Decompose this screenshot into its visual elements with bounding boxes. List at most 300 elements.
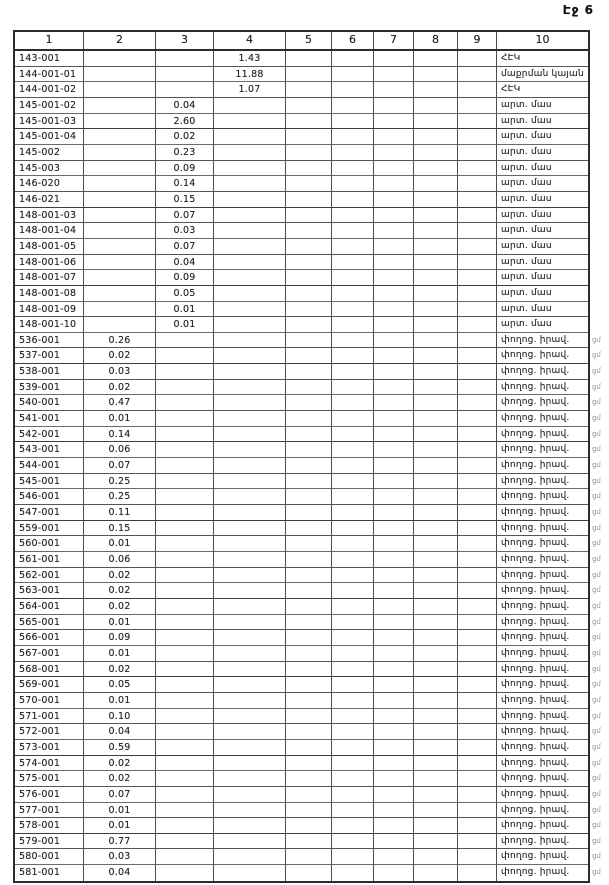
cell-col2 — [84, 176, 156, 192]
cell-col4: 1.07 — [214, 82, 286, 98]
cell-col8 — [414, 427, 458, 443]
cell-col2: 0.01 — [84, 411, 156, 427]
cell-col5 — [286, 818, 332, 834]
table-row — [15, 114, 588, 130]
cell-col4 — [214, 333, 286, 349]
cell-col10: փողոց. իրավ. — [497, 395, 588, 411]
cell-col8 — [414, 333, 458, 349]
cell-col10: արտ. մաս — [497, 161, 588, 177]
cell-code: 546-001 — [15, 489, 84, 505]
cell-col2: 0.47 — [84, 395, 156, 411]
cell-col3: 0.09 — [156, 270, 214, 286]
cell-col6 — [332, 599, 374, 615]
cell-col5 — [286, 411, 332, 427]
table-row — [15, 302, 588, 318]
cell-col8 — [414, 709, 458, 725]
cell-col4 — [214, 286, 286, 302]
cell-col2: 0.59 — [84, 740, 156, 756]
cell-col7 — [374, 67, 414, 83]
cell-col5 — [286, 724, 332, 740]
cell-col2: 0.07 — [84, 458, 156, 474]
cell-col2: 0.26 — [84, 333, 156, 349]
cell-col9 — [458, 489, 497, 505]
cell-col5 — [286, 161, 332, 177]
cell-col3 — [156, 646, 214, 662]
cell-col9 — [458, 348, 497, 364]
cell-code: 148-001-06 — [15, 255, 84, 271]
cell-col3 — [156, 568, 214, 584]
cell-col9 — [458, 583, 497, 599]
cell-col7 — [374, 756, 414, 772]
margin-note: ցմ — [592, 852, 601, 861]
cell-col7 — [374, 364, 414, 380]
cell-col6 — [332, 302, 374, 318]
cell-code: 566-001 — [15, 630, 84, 646]
cell-col6 — [332, 427, 374, 443]
margin-note: ցմ — [592, 335, 601, 344]
cell-col5 — [286, 270, 332, 286]
cell-col4 — [214, 161, 286, 177]
cell-col9 — [458, 474, 497, 490]
cell-col8 — [414, 552, 458, 568]
cell-col4 — [214, 302, 286, 318]
cell-col4 — [214, 646, 286, 662]
cell-col9 — [458, 98, 497, 114]
table-row — [15, 348, 601, 364]
table-row — [15, 192, 588, 208]
cell-col10: արտ. մաս — [497, 176, 588, 192]
cell-col5 — [286, 630, 332, 646]
cell-col6 — [332, 521, 374, 537]
cell-col9 — [458, 317, 497, 333]
cell-col3 — [156, 458, 214, 474]
cell-col10: փողոց. իրավ. — [497, 677, 588, 693]
cell-col8 — [414, 630, 458, 646]
cell-col2 — [84, 302, 156, 318]
margin-note: ցմ — [592, 398, 601, 407]
margin-note: ցմ — [592, 758, 601, 767]
cell-col3 — [156, 724, 214, 740]
cell-col8 — [414, 787, 458, 803]
header-cell: 2 — [84, 32, 156, 49]
cell-col7 — [374, 709, 414, 725]
cell-col8 — [414, 568, 458, 584]
cell-col8 — [414, 223, 458, 239]
cell-col9 — [458, 709, 497, 725]
cell-col2: 0.01 — [84, 646, 156, 662]
cell-col8 — [414, 771, 458, 787]
cell-col7 — [374, 286, 414, 302]
table-row — [15, 740, 601, 756]
cell-col4 — [214, 552, 286, 568]
cell-col4 — [214, 740, 286, 756]
table-row — [15, 803, 601, 819]
cell-col3 — [156, 333, 214, 349]
cell-col4 — [214, 348, 286, 364]
cell-col9 — [458, 646, 497, 662]
cell-code: 545-001 — [15, 474, 84, 490]
cell-col2: 0.06 — [84, 552, 156, 568]
cell-col9 — [458, 787, 497, 803]
cell-col3 — [156, 865, 214, 881]
table-row — [15, 51, 588, 67]
margin-note: ցմ — [592, 523, 601, 532]
cell-col7 — [374, 771, 414, 787]
cell-col7 — [374, 662, 414, 678]
cell-col4 — [214, 208, 286, 224]
cell-col5 — [286, 615, 332, 631]
header-cell: 8 — [414, 32, 458, 49]
cell-col4 — [214, 818, 286, 834]
cell-col2: 0.02 — [84, 756, 156, 772]
cell-col10: ՀԷԿ — [497, 82, 588, 98]
cell-col4 — [214, 255, 286, 271]
cell-code: 563-001 — [15, 583, 84, 599]
cell-code: 144-001-02 — [15, 82, 84, 98]
cell-col5 — [286, 740, 332, 756]
table-row — [15, 536, 601, 552]
cell-col7 — [374, 114, 414, 130]
cell-col10: փողոց. իրավ. — [497, 803, 588, 819]
cell-col6 — [332, 380, 374, 396]
cell-col7 — [374, 630, 414, 646]
cell-col7 — [374, 161, 414, 177]
cell-col6 — [332, 192, 374, 208]
cell-code: 148-001-09 — [15, 302, 84, 318]
cell-col3 — [156, 552, 214, 568]
cell-col8 — [414, 145, 458, 161]
cell-col5 — [286, 521, 332, 537]
table-row — [15, 270, 588, 286]
cell-col6 — [332, 552, 374, 568]
cell-col7 — [374, 536, 414, 552]
cell-col2: 0.04 — [84, 865, 156, 881]
cell-col9 — [458, 771, 497, 787]
cell-col7 — [374, 803, 414, 819]
cell-col9 — [458, 161, 497, 177]
cell-col6 — [332, 255, 374, 271]
cell-col6 — [332, 568, 374, 584]
cell-col10: արտ. մաս — [497, 239, 588, 255]
cell-col3: 0.05 — [156, 286, 214, 302]
cell-col5 — [286, 223, 332, 239]
cell-col3: 0.15 — [156, 192, 214, 208]
cell-col5 — [286, 176, 332, 192]
cell-code: 539-001 — [15, 380, 84, 396]
cell-col4 — [214, 834, 286, 850]
cell-col4 — [214, 521, 286, 537]
cell-col3 — [156, 427, 214, 443]
cell-col10: փողոց. իրավ. — [497, 630, 588, 646]
cell-col8 — [414, 489, 458, 505]
cell-col6 — [332, 740, 374, 756]
cell-col6 — [332, 677, 374, 693]
cell-col3 — [156, 536, 214, 552]
cell-col10: արտ. մաս — [497, 286, 588, 302]
cell-col6 — [332, 129, 374, 145]
cell-code: 577-001 — [15, 803, 84, 819]
cell-col5 — [286, 98, 332, 114]
margin-note: ցմ — [592, 711, 601, 720]
table-row — [15, 568, 601, 584]
cell-col2 — [84, 208, 156, 224]
cell-col2: 0.06 — [84, 442, 156, 458]
table-row — [15, 552, 601, 568]
cell-col6 — [332, 364, 374, 380]
cell-col5 — [286, 787, 332, 803]
cell-col9 — [458, 255, 497, 271]
cell-col4 — [214, 176, 286, 192]
cell-col10: փողոց. իրավ. — [497, 474, 588, 490]
margin-note: ցմ — [592, 492, 601, 501]
cell-col6 — [332, 630, 374, 646]
cell-col6 — [332, 348, 374, 364]
cell-col10: փողոց. իրավ. — [497, 646, 588, 662]
header-cell: 9 — [458, 32, 497, 49]
cell-col8 — [414, 114, 458, 130]
cell-col9 — [458, 599, 497, 615]
cell-code: 541-001 — [15, 411, 84, 427]
cell-code: 573-001 — [15, 740, 84, 756]
cell-code: 145-003 — [15, 161, 84, 177]
cell-col5 — [286, 348, 332, 364]
cell-col5 — [286, 427, 332, 443]
table-row — [15, 583, 601, 599]
cell-col10: փողոց. իրավ. — [497, 756, 588, 772]
cell-col8 — [414, 239, 458, 255]
cell-col6 — [332, 646, 374, 662]
cell-code: 146-021 — [15, 192, 84, 208]
cell-col9 — [458, 411, 497, 427]
cell-col8 — [414, 818, 458, 834]
cell-col7 — [374, 724, 414, 740]
margin-note: ցմ — [592, 382, 601, 391]
page-number-label: Էջ 6 — [562, 3, 594, 17]
cell-col9 — [458, 677, 497, 693]
cell-col2: 0.01 — [84, 615, 156, 631]
table-row — [15, 176, 588, 192]
cell-col3: 0.09 — [156, 161, 214, 177]
cell-col9 — [458, 630, 497, 646]
margin-note: ցմ — [592, 367, 601, 376]
cell-col6 — [332, 270, 374, 286]
cell-col3: 0.03 — [156, 223, 214, 239]
cell-col3: 0.01 — [156, 317, 214, 333]
cell-col7 — [374, 192, 414, 208]
cell-code: 569-001 — [15, 677, 84, 693]
cell-col2: 0.02 — [84, 771, 156, 787]
table-row — [15, 615, 601, 631]
cell-col9 — [458, 834, 497, 850]
table-row — [15, 442, 601, 458]
margin-note: ցմ — [592, 868, 601, 877]
cell-col8 — [414, 536, 458, 552]
table-row — [15, 521, 601, 537]
cell-col2: 0.01 — [84, 536, 156, 552]
cell-col8 — [414, 677, 458, 693]
cell-col6 — [332, 849, 374, 865]
margin-note: ցմ — [592, 727, 601, 736]
cell-col9 — [458, 51, 497, 67]
cell-col10: փողոց. իրավ. — [497, 818, 588, 834]
cell-col9 — [458, 427, 497, 443]
cell-col5 — [286, 442, 332, 458]
cell-col7 — [374, 552, 414, 568]
cell-col7 — [374, 693, 414, 709]
cell-col8 — [414, 615, 458, 631]
cell-col3 — [156, 834, 214, 850]
cell-code: 146-020 — [15, 176, 84, 192]
cell-col9 — [458, 395, 497, 411]
cell-col10: արտ. մաս — [497, 270, 588, 286]
table-body — [15, 51, 601, 881]
cell-code: 581-001 — [15, 865, 84, 881]
cell-col8 — [414, 380, 458, 396]
cell-col9 — [458, 552, 497, 568]
cell-col8 — [414, 208, 458, 224]
cell-col4 — [214, 583, 286, 599]
cell-col7 — [374, 51, 414, 67]
cell-col6 — [332, 474, 374, 490]
cell-col6 — [332, 803, 374, 819]
cell-col7 — [374, 411, 414, 427]
cell-col9 — [458, 521, 497, 537]
cell-col6 — [332, 489, 374, 505]
cell-col3: 0.04 — [156, 255, 214, 271]
cell-col10: արտ. մաս — [497, 223, 588, 239]
cell-col10: արտ. մաս — [497, 255, 588, 271]
margin-note: ցմ — [592, 664, 601, 673]
cell-code: 560-001 — [15, 536, 84, 552]
cell-col4 — [214, 98, 286, 114]
cell-code: 148-001-10 — [15, 317, 84, 333]
cell-col10: փողոց. իրավ. — [497, 333, 588, 349]
cell-col10: փողոց. իրավ. — [497, 505, 588, 521]
cell-col9 — [458, 82, 497, 98]
table-row — [15, 129, 588, 145]
cell-col2: 0.05 — [84, 677, 156, 693]
cell-col4 — [214, 411, 286, 427]
cell-col3 — [156, 521, 214, 537]
cell-col8 — [414, 521, 458, 537]
cell-code: 574-001 — [15, 756, 84, 772]
cell-col6 — [332, 662, 374, 678]
table-row — [15, 255, 588, 271]
cell-col6 — [332, 505, 374, 521]
cell-col2: 0.11 — [84, 505, 156, 521]
cell-col6 — [332, 818, 374, 834]
table-row — [15, 317, 588, 333]
cell-col3 — [156, 849, 214, 865]
table-row — [15, 380, 601, 396]
cell-col3 — [156, 803, 214, 819]
cell-col7 — [374, 521, 414, 537]
cell-col8 — [414, 270, 458, 286]
cell-col8 — [414, 348, 458, 364]
cell-col9 — [458, 662, 497, 678]
table-row — [15, 787, 601, 803]
cell-col10: մաքրման կայան — [497, 67, 588, 83]
cell-col8 — [414, 662, 458, 678]
cell-code: 568-001 — [15, 662, 84, 678]
cell-col2 — [84, 286, 156, 302]
cell-col7 — [374, 317, 414, 333]
cell-code: 565-001 — [15, 615, 84, 631]
table-header-row — [15, 32, 588, 51]
cell-col7 — [374, 98, 414, 114]
cell-col5 — [286, 82, 332, 98]
cell-col5 — [286, 756, 332, 772]
cell-col3 — [156, 505, 214, 521]
cell-col3 — [156, 489, 214, 505]
cell-col10: փողոց. իրավ. — [497, 552, 588, 568]
header-cell: 7 — [374, 32, 414, 49]
cell-col9 — [458, 223, 497, 239]
cell-code: 542-001 — [15, 427, 84, 443]
cell-col5 — [286, 803, 332, 819]
cell-col10: փողոց. իրավ. — [497, 427, 588, 443]
table-row — [15, 223, 588, 239]
table-row — [15, 98, 588, 114]
table-row — [15, 756, 601, 772]
cell-col8 — [414, 98, 458, 114]
cell-col3 — [156, 395, 214, 411]
cell-col2 — [84, 67, 156, 83]
cell-col4 — [214, 662, 286, 678]
cell-col7 — [374, 129, 414, 145]
header-cell: 5 — [286, 32, 332, 49]
cell-code: 547-001 — [15, 505, 84, 521]
cell-col7 — [374, 348, 414, 364]
cell-col6 — [332, 865, 374, 881]
cell-col7 — [374, 583, 414, 599]
cell-code: 562-001 — [15, 568, 84, 584]
table-row — [15, 395, 601, 411]
cell-code: 145-001-03 — [15, 114, 84, 130]
cell-code: 579-001 — [15, 834, 84, 850]
cell-col7 — [374, 865, 414, 881]
cell-col6 — [332, 176, 374, 192]
cell-col5 — [286, 646, 332, 662]
cell-col5 — [286, 145, 332, 161]
cell-col10: փողոց. իրավ. — [497, 568, 588, 584]
cell-col6 — [332, 615, 374, 631]
cell-col9 — [458, 818, 497, 834]
cell-code: 537-001 — [15, 348, 84, 364]
cell-col7 — [374, 380, 414, 396]
margin-note: ցմ — [592, 789, 601, 798]
cell-col3 — [156, 380, 214, 396]
cell-col8 — [414, 599, 458, 615]
table-row — [15, 67, 588, 83]
cell-col6 — [332, 98, 374, 114]
cell-col2 — [84, 98, 156, 114]
cell-col7 — [374, 489, 414, 505]
table-row — [15, 145, 588, 161]
cell-col4 — [214, 630, 286, 646]
cell-col6 — [332, 458, 374, 474]
cell-col5 — [286, 317, 332, 333]
cell-col4 — [214, 145, 286, 161]
cell-code: 145-001-02 — [15, 98, 84, 114]
cell-col2 — [84, 114, 156, 130]
cell-col7 — [374, 270, 414, 286]
cell-code: 143-001 — [15, 51, 84, 67]
cell-col5 — [286, 552, 332, 568]
cell-col7 — [374, 255, 414, 271]
cell-col7 — [374, 427, 414, 443]
cell-col4 — [214, 489, 286, 505]
